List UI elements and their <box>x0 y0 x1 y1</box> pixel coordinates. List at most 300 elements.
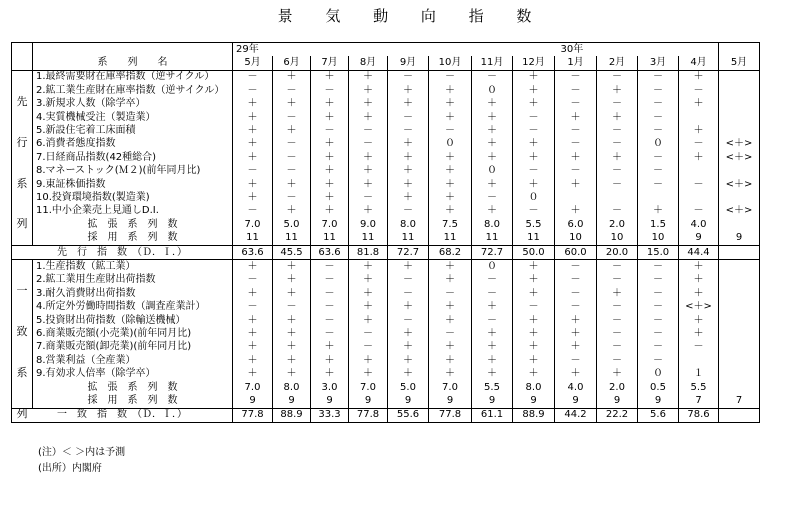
section-label-char: 致 <box>16 325 28 339</box>
sign-value: ＋ <box>388 151 429 164</box>
adopted-value: 9 <box>388 394 429 408</box>
sign-value: － <box>555 354 597 367</box>
sign-value: － <box>513 165 555 178</box>
sign-value: ＋ <box>233 314 273 327</box>
adopted-value: 11 <box>513 231 555 245</box>
sign-value: － <box>513 301 555 314</box>
sign-value: － <box>597 260 638 274</box>
sign-value: ＋ <box>429 151 472 164</box>
series-name: 7.日経商品指数(42種総合) <box>33 151 233 164</box>
sign-value: － <box>638 327 679 340</box>
coincident-adopted-row <box>12 394 760 408</box>
sign-value: ＋ <box>388 98 429 111</box>
leading-expansion-row <box>12 218 760 231</box>
sign-value: － <box>513 111 555 124</box>
sign-value: － <box>233 165 273 178</box>
sign-value: － <box>273 191 311 204</box>
expansion-value: 4.0 <box>679 218 719 231</box>
coincident-row <box>12 354 760 367</box>
sign-value: － <box>638 151 679 164</box>
sign-value: ＋ <box>555 178 597 191</box>
sign-value: ＋ <box>555 341 597 354</box>
forecast-value <box>719 111 760 124</box>
leading-row <box>12 124 760 137</box>
coincident-di-row <box>12 408 760 422</box>
sign-value: ＋ <box>472 151 513 164</box>
expansion-value: 5.5 <box>472 381 513 394</box>
sign-value: － <box>349 341 388 354</box>
expansion-value: 8.0 <box>273 381 311 394</box>
series-name: 11.中小企業売上見通しD.I. <box>33 205 233 218</box>
adopted-value: 9 <box>679 231 719 245</box>
sign-value: ＋ <box>388 301 429 314</box>
sign-value: － <box>555 165 597 178</box>
sign-value: － <box>233 70 273 84</box>
di-label: 一 致 指 数 （Ｄ．Ｉ．） <box>12 408 233 422</box>
adopted-value: 10 <box>555 231 597 245</box>
sign-value: － <box>555 138 597 151</box>
sign-value: ＋ <box>311 205 349 218</box>
sign-value: ＋ <box>555 314 597 327</box>
sign-value: ＋ <box>429 341 472 354</box>
sign-value: ＋ <box>233 260 273 274</box>
sign-value: － <box>638 111 679 124</box>
sign-value: ＋ <box>597 151 638 164</box>
sign-value: ＋ <box>472 341 513 354</box>
series-name: 5.新設住宅着工床面積 <box>33 124 233 137</box>
series-name: 6.消費者態度指数 <box>33 138 233 151</box>
sign-value: － <box>638 301 679 314</box>
di-extra <box>719 408 760 422</box>
sign-value: － <box>349 124 388 137</box>
di-value: 72.7 <box>472 245 513 259</box>
section-label-char: 行 <box>16 135 28 149</box>
sign-value: － <box>597 70 638 84</box>
sign-value: ＋ <box>273 260 311 274</box>
sign-value: － <box>472 70 513 84</box>
sign-value: － <box>311 287 349 300</box>
sign-value: － <box>679 138 719 151</box>
expansion-value: 9.0 <box>349 218 388 231</box>
sign-value: ＋ <box>429 260 472 274</box>
sign-value: ＋ <box>273 287 311 300</box>
series-name: 5.投資財出荷指数（除輸送機械） <box>33 314 233 327</box>
sign-value: ＋ <box>311 70 349 84</box>
header-blank <box>33 43 233 57</box>
sign-value: － <box>388 70 429 84</box>
header-month-row <box>12 56 760 70</box>
di-value: 63.6 <box>311 245 349 259</box>
leading-row <box>12 178 760 191</box>
sign-value: － <box>597 165 638 178</box>
extra-month-header: 5月 <box>719 56 760 70</box>
di-value: 44.4 <box>679 245 719 259</box>
sign-value: ＋ <box>597 111 638 124</box>
sign-value: － <box>311 260 349 274</box>
di-value: 22.2 <box>597 408 638 422</box>
adopted-extra: 7 <box>719 394 760 408</box>
sign-value: － <box>597 301 638 314</box>
sign-value: － <box>597 314 638 327</box>
forecast-value: <＋> <box>719 151 760 164</box>
sign-value: － <box>679 205 719 218</box>
sign-value: ＋ <box>472 111 513 124</box>
expansion-value: 2.0 <box>597 381 638 394</box>
sign-value: ＋ <box>349 165 388 178</box>
sign-value: ＋ <box>349 178 388 191</box>
sign-value <box>679 111 719 124</box>
expansion-value: 2.0 <box>597 218 638 231</box>
forecast-value <box>719 287 760 300</box>
sign-value: ＋ <box>349 205 388 218</box>
sign-value: ＋ <box>349 314 388 327</box>
sign-value: ＋ <box>429 84 472 97</box>
sign-value: ＋ <box>679 314 719 327</box>
adopted-value: 10 <box>597 231 638 245</box>
sign-value: ＋ <box>429 367 472 380</box>
sign-value: － <box>597 274 638 287</box>
sign-value: － <box>311 327 349 340</box>
series-name: 2.鉱工業用生産財出荷指数 <box>33 274 233 287</box>
header-extra-blank <box>719 43 760 57</box>
adopted-value: 11 <box>311 231 349 245</box>
di-value: 50.0 <box>513 245 555 259</box>
sign-value: － <box>638 287 679 300</box>
sign-value: ＋ <box>388 327 429 340</box>
sign-value: ＋ <box>273 274 311 287</box>
sign-value: － <box>597 205 638 218</box>
leading-section-label <box>12 70 33 245</box>
sign-value: － <box>429 287 472 300</box>
adopted-value: 11 <box>388 231 429 245</box>
sign-value: ０ <box>638 367 679 380</box>
sign-value <box>555 191 597 204</box>
sign-value: － <box>597 98 638 111</box>
sign-value: － <box>638 98 679 111</box>
sign-value: － <box>638 341 679 354</box>
sign-value: ＋ <box>513 260 555 274</box>
sign-value: ＋ <box>679 70 719 84</box>
sign-value: － <box>597 124 638 137</box>
sign-value: － <box>311 84 349 97</box>
forecast-value <box>719 314 760 327</box>
adopted-value: 9 <box>429 394 472 408</box>
sign-value: ＋ <box>555 111 597 124</box>
adopted-value: 9 <box>513 394 555 408</box>
di-value: 78.6 <box>679 408 719 422</box>
corner-cell <box>12 56 33 70</box>
sign-value: － <box>388 314 429 327</box>
sign-value: ＋ <box>555 367 597 380</box>
expansion-value: 7.0 <box>233 381 273 394</box>
sign-value: － <box>273 138 311 151</box>
sign-value: ＋ <box>679 327 719 340</box>
sign-value: － <box>472 191 513 204</box>
sign-value: － <box>388 287 429 300</box>
forecast-value: <＋> <box>719 205 760 218</box>
sign-value: ＋ <box>429 165 472 178</box>
expansion-value: 6.0 <box>555 218 597 231</box>
sign-value: － <box>311 301 349 314</box>
sign-value: ＋ <box>513 178 555 191</box>
sign-value: － <box>555 98 597 111</box>
sign-value: ＋ <box>233 111 273 124</box>
series-name: 9.有効求人倍率（除学卒） <box>33 367 233 380</box>
expansion-value: 8.0 <box>513 381 555 394</box>
leading-row <box>12 84 760 97</box>
sign-value: － <box>597 178 638 191</box>
sign-value: ＋ <box>273 314 311 327</box>
sign-value: ＋ <box>555 205 597 218</box>
adopted-value: 9 <box>638 394 679 408</box>
sign-value: ＋ <box>472 124 513 137</box>
adopted-value: 11 <box>472 231 513 245</box>
expansion-value: 7.0 <box>233 218 273 231</box>
sign-value: ＋ <box>513 341 555 354</box>
sign-value: ＋ <box>429 314 472 327</box>
month-header: 5月 <box>233 56 273 70</box>
sign-value: － <box>555 260 597 274</box>
forecast-value <box>719 84 760 97</box>
sign-value: ＋ <box>679 274 719 287</box>
series-name: 3.新規求人数（除学卒） <box>33 98 233 111</box>
adopted-value: 9 <box>233 394 273 408</box>
sign-value: － <box>638 260 679 274</box>
note-text: (注）＜ ＞内は予測 <box>38 447 126 458</box>
sign-value: ＋ <box>472 327 513 340</box>
sign-value: ＋ <box>233 124 273 137</box>
sign-value: － <box>233 84 273 97</box>
series-name: 8.マネーストック(Ｍ２)(前年同月比) <box>33 165 233 178</box>
adopted-value: 11 <box>233 231 273 245</box>
sign-value: ＋ <box>311 111 349 124</box>
sign-value: － <box>472 287 513 300</box>
month-header: 4月 <box>679 56 719 70</box>
di-value: 88.9 <box>513 408 555 422</box>
sign-value: － <box>638 178 679 191</box>
year-29-label: 29年 <box>233 43 349 57</box>
forecast-value <box>719 354 760 367</box>
sign-value: ＋ <box>273 327 311 340</box>
sign-value: ＋ <box>349 84 388 97</box>
di-label: 先 行 指 数 （Ｄ．Ｉ．） <box>12 245 233 259</box>
series-name: 3.耐久消費財出荷指数 <box>33 287 233 300</box>
coincident-section-label <box>12 260 33 420</box>
sign-value: ＋ <box>513 84 555 97</box>
di-value: 60.0 <box>555 245 597 259</box>
sign-value: － <box>388 124 429 137</box>
sign-value: ＋ <box>273 98 311 111</box>
source-text: (出所）内閣府 <box>38 463 102 474</box>
sign-value: － <box>429 70 472 84</box>
di-extra <box>719 245 760 259</box>
sign-value: － <box>597 138 638 151</box>
adopted-value: 9 <box>472 394 513 408</box>
sign-value: ＋ <box>472 354 513 367</box>
sign-value: － <box>638 70 679 84</box>
sign-value: ＋ <box>513 274 555 287</box>
month-header: 10月 <box>429 56 472 70</box>
series-name: 1.生産指数（鉱工業） <box>33 260 233 274</box>
sign-value: － <box>638 314 679 327</box>
leading-row <box>12 165 760 178</box>
leading-adopted-row <box>12 231 760 245</box>
adopted-value: 11 <box>349 231 388 245</box>
expansion-value: 7.0 <box>311 218 349 231</box>
sign-value: － <box>638 274 679 287</box>
sign-value: ＋ <box>388 165 429 178</box>
sign-value: ＋ <box>429 205 472 218</box>
adopted-value: 7 <box>679 394 719 408</box>
sign-value: － <box>388 274 429 287</box>
sign-value: － <box>679 84 719 97</box>
sign-value: ＋ <box>513 287 555 300</box>
sign-value: ＋ <box>349 301 388 314</box>
sign-value: － <box>388 111 429 124</box>
coincident-row <box>12 367 760 380</box>
series-name: 2.鉱工業生産財在庫率指数（逆サイクル） <box>33 84 233 97</box>
di-value: 77.8 <box>349 408 388 422</box>
expansion-value: 8.0 <box>472 218 513 231</box>
expansion-value: 7.0 <box>429 381 472 394</box>
di-value: 88.9 <box>273 408 311 422</box>
forecast-value <box>719 124 760 137</box>
sign-value: ＋ <box>472 205 513 218</box>
di-value: 68.2 <box>429 245 472 259</box>
expansion-extra <box>719 381 760 394</box>
sign-value: ＋ <box>349 354 388 367</box>
coincident-row <box>12 341 760 354</box>
sign-value: － <box>233 205 273 218</box>
sign-value: － <box>349 191 388 204</box>
sign-value: － <box>349 138 388 151</box>
sign-value <box>679 191 719 204</box>
sign-value: ＋ <box>513 98 555 111</box>
di-value: 15.0 <box>638 245 679 259</box>
sign-value: － <box>638 165 679 178</box>
sign-value: － <box>555 301 597 314</box>
sign-value: － <box>349 327 388 340</box>
sign-value: ＋ <box>311 367 349 380</box>
sign-value: － <box>472 314 513 327</box>
sign-value: ＋ <box>233 354 273 367</box>
sign-value <box>597 191 638 204</box>
sign-value: － <box>472 274 513 287</box>
sign-value: ＋ <box>388 191 429 204</box>
leading-row <box>12 111 760 124</box>
sign-value: － <box>311 314 349 327</box>
di-value: 55.6 <box>388 408 429 422</box>
sign-value: ＋ <box>349 70 388 84</box>
forecast-value <box>719 260 760 274</box>
sign-value: ＋ <box>273 205 311 218</box>
adopted-value: 10 <box>638 231 679 245</box>
month-header: 11月 <box>472 56 513 70</box>
expansion-value: 5.5 <box>679 381 719 394</box>
sign-value: ＋ <box>311 138 349 151</box>
expansion-value: 7.5 <box>429 218 472 231</box>
sign-value: ＋ <box>429 354 472 367</box>
series-name: 10.投資環境指数(製造業) <box>33 191 233 204</box>
section-label-char: 先 <box>16 94 28 108</box>
sign-value: － <box>311 274 349 287</box>
sign-value: ＋ <box>273 354 311 367</box>
sign-value: ＋ <box>679 287 719 300</box>
forecast-value <box>719 301 760 314</box>
sign-value: <＋> <box>679 301 719 314</box>
sign-value: ＋ <box>429 111 472 124</box>
sign-value: ＋ <box>388 178 429 191</box>
sign-value: － <box>513 124 555 137</box>
sign-value: ＋ <box>429 301 472 314</box>
expansion-value: 5.0 <box>273 218 311 231</box>
sign-value: － <box>429 124 472 137</box>
sign-value: ＋ <box>679 260 719 274</box>
sign-value: ＋ <box>429 98 472 111</box>
di-value: 44.2 <box>555 408 597 422</box>
leading-row <box>12 205 760 218</box>
coincident-row <box>12 287 760 300</box>
sign-value: － <box>388 205 429 218</box>
month-header: 6月 <box>273 56 311 70</box>
sign-value: ＋ <box>429 191 472 204</box>
sign-value: ＋ <box>311 191 349 204</box>
sign-value <box>679 165 719 178</box>
di-value: 72.7 <box>388 245 429 259</box>
coincident-row <box>12 260 760 274</box>
sign-value: ＋ <box>311 151 349 164</box>
sign-value: － <box>597 327 638 340</box>
sign-value: ＋ <box>233 367 273 380</box>
sign-value: ＋ <box>679 124 719 137</box>
sign-value: － <box>555 274 597 287</box>
adopted-label: 採 用 系 列 数 <box>33 394 233 408</box>
forecast-value <box>719 165 760 178</box>
sign-value: ＋ <box>311 354 349 367</box>
sign-value: ＋ <box>472 98 513 111</box>
sign-value: － <box>233 301 273 314</box>
expansion-value: 5.5 <box>513 218 555 231</box>
expansion-value: 5.0 <box>388 381 429 394</box>
di-value: 77.8 <box>429 408 472 422</box>
sign-value: ＋ <box>233 287 273 300</box>
section-label-char: 系 <box>16 366 28 380</box>
month-header: 7月 <box>311 56 349 70</box>
sign-value: － <box>429 327 472 340</box>
di-value: 20.0 <box>597 245 638 259</box>
expansion-value: 3.0 <box>311 381 349 394</box>
sign-value: ＋ <box>388 138 429 151</box>
sign-value: ＋ <box>388 260 429 274</box>
sign-value: ０ <box>472 84 513 97</box>
sign-value: １ <box>679 367 719 380</box>
sign-value: － <box>679 341 719 354</box>
sign-value: ＋ <box>679 151 719 164</box>
di-value: 61.1 <box>472 408 513 422</box>
expansion-label: 拡 張 系 列 数 <box>33 218 233 231</box>
adopted-value: 9 <box>597 394 638 408</box>
sign-value: － <box>273 84 311 97</box>
di-value: 63.6 <box>233 245 273 259</box>
sign-value: ＋ <box>311 178 349 191</box>
sign-value: ＋ <box>388 367 429 380</box>
sign-value: ０ <box>472 165 513 178</box>
series-name: 7.商業販売額(卸売業)(前年同月比) <box>33 341 233 354</box>
sign-value: ＋ <box>513 327 555 340</box>
sign-value: － <box>273 151 311 164</box>
sign-value: ＋ <box>273 367 311 380</box>
sign-value: － <box>597 354 638 367</box>
